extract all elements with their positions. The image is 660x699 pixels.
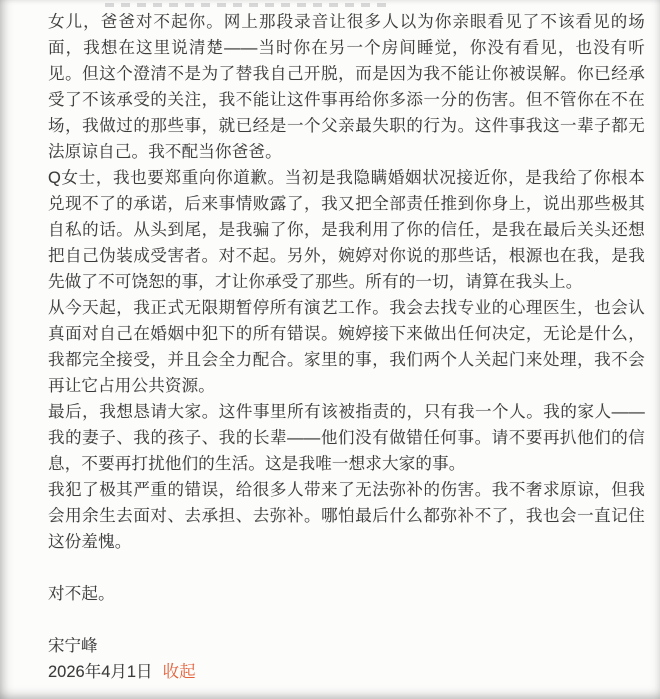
statement-paragraph-daughter: 女儿，爸爸对不起你。网上那段录音让很多人以为你亲眼看见了不该看见的场面，我想在这里说清楚——当时你在另一个房间睡觉，你没有看见，也没有听见。但这个澄清不是为了替我自己开脱，而是因为我不能让你被误解。你已经承受了不该承受的关注，我不能让这件事再给你多添一分的伤害。但不管你在不在场，我做过的那些事，就已经是一个父亲最失职的行为。这件事我这一辈子都无法原谅自己。我不配当你爸爸。 [48, 13, 645, 161]
statement-paragraph-career: 从今天起，我正式无限期暂停所有演艺工作。我会去找专业的心理医生，也会认真面对自己在婚姻中犯下的所有错误。婉婷接下来做出任何决定，无论是什么，我都完全接受，并且会全力配合。家里的事，我们两个人关起门来处理，我不会再让它占用公共资源。 [48, 299, 645, 395]
statement-paragraph-remorse: 我犯了极其严重的错误，给很多人带来了无法弥补的伤害。我不奢求原谅，但我会用余生去面对、去承担、去弥补。哪怕最后什么都弥补不了，我也会一直记住这份羞愧。 [48, 481, 645, 551]
date-line [48, 659, 645, 685]
closing-apology-line: 对不起。 [48, 585, 115, 603]
statement-paragraph-family-plea: 最后，我想恳请大家。这件事里所有该被指责的，只有我一个人。我的家人——我的妻子、我的孩子、我的长辈——他们没有做错任何事。请不要再扒他们的信息，不要再打扰他们的生活。这是我唯一想求大家的事。 [48, 403, 645, 473]
statement-date: 2026年4月1日 [48, 663, 153, 681]
signature-name: 宋宁峰 [48, 637, 98, 655]
collapse-link[interactable]: 收起 [162, 663, 196, 681]
statement-paragraph-ms-q: Q女士，我也要郑重向你道歉。当初是我隐瞒婚姻状况接近你，是我给了你根本兑现不了的承诺，后来事情败露了，我又把全部责任推到你身上，说出那些极其自私的话。从头到尾，是我骗了你，是我利用了你的信任，是我在最后关头还想把自己伪装成受害者。对不起。另外，婉婷对你说的那些话，根源也在我，是我先做了不可饶恕的事，才让你承受了那些。所有的一切，请算在我头上。 [48, 169, 645, 291]
clipped-text-top [105, 1, 391, 7]
